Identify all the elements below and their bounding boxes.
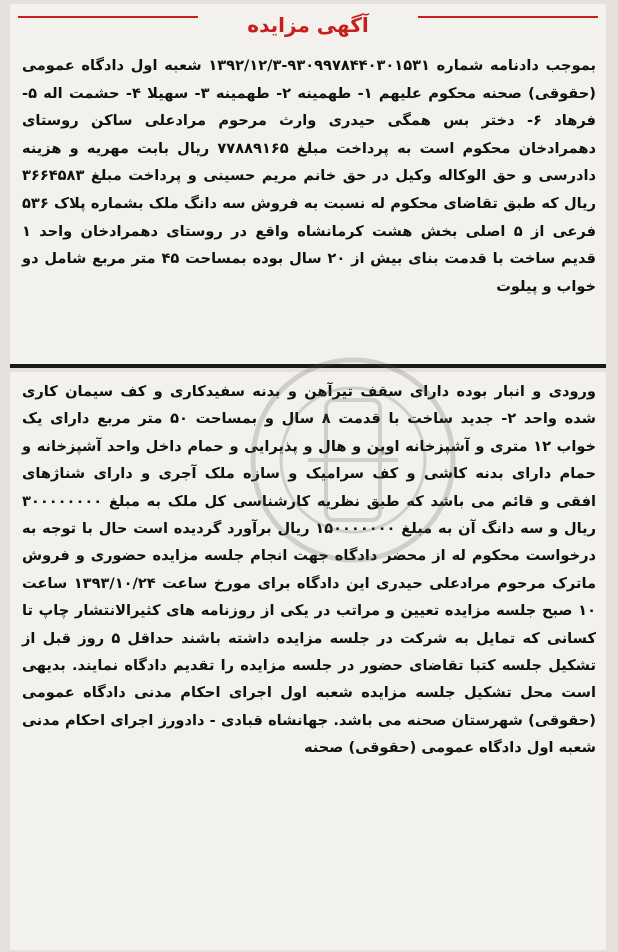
notice-signature: جهانشاه قبادی - دادورز اجرای احکام مدنی شعبه اول دادگاه عمومی (حقوقی) صحنه xyxy=(22,711,596,757)
notice-paragraph-bottom xyxy=(22,378,596,762)
notice-paragraph-top: بموجب دادنامه شماره ۹۳۰۹۹۷۸۴۴۰۳۰۱۵۳۱-۱۳۹۲/۱۲/۳ شعبه اول دادگاه عمومی (حقوقی) صحنه محکوم علیهم ۱- طهمینه ۲- طهمینه ۳- سهیلا ۴- حشمت اله ۵- فرهاد ۶- دختر بس همگی حیدری وارث مرحوم مرادعلی ساکن روستای دهمرادخان محکوم است به پرداخت مبلغ ۷۷۸۸۹۱۶۵ ریال بابت مهریه و هزینه دادرسی و حق الوکاله وکیل در حق خانم مریم حسینی و پرداخت مبلغ ۳۶۶۴۵۸۳ ریال که طبق تقاضای محکوم له نسبت به فروش سه دانگ ملک بشماره پلاک ۵۳۶ فرعی از ۵ اصلی بخش هشت کرمانشاه واقع در روستای دهمرادخان واحد ۱ قدیم ساخت با قدمت بنای بیش از ۲۰ سال بوده بمساحت ۴۵ متر مربع شامل دو خواب و پیلوت xyxy=(22,57,597,295)
notice-bottom-section xyxy=(10,372,606,950)
notice-title: آگهی مزایده xyxy=(247,13,369,37)
notice-top-section xyxy=(10,4,606,368)
notice-body-text: ورودی و انبار بوده دارای سقف تیرآهن و بدنه سفیدکاری و کف سیمان کاری شده واحد ۲- جدید ساخت با قدمت ۸ سال و بمساحت ۵۰ متر مربع دارای یک خواب ۱۲ متری و آشپزخانه اوپن و هال و پذیرایی و حمام داخل واحد آشپزخانه و حمام دارای بدنه کاشی و کف سرامیک و سازه ملک آجری و دارای شناژهای افقی و قائم می باشد که طبق نظریه کارشناسی کل ملک به مبلغ ۳۰۰۰۰۰۰۰۰ ریال و سه دانگ آن به مبلغ ۱۵۰۰۰۰۰۰۰ ریال برآورد گردیده است حال با توجه به درخواست محکوم له از محضر دادگاه جهت انجام جلسه مزایده حضوری و فروش ماترک مرحوم مرادعلی حیدری این دادگاه برای مورخ ساعت ۱۳۹۳/۱۰/۲۴ ساعت ۱۰ صبح جلسه مزایده تعیین و مراتب در یکی از روزنامه های کثیرالانتشار چاپ تا کسانی که تمایل به شرکت در جلسه مزایده داشته باشند حداقل ۵ روز قبل از تشکیل جلسه کتبا تقاضای حضور در جلسه مزایده را تقدیم دادگاه نمایند. بدیهی است محل تشکیل جلسه مزایده شعبه اول اجرای احکام مدنی دادگاه عمومی (حقوقی) شهرستان صحنه می باشد. xyxy=(22,383,597,729)
